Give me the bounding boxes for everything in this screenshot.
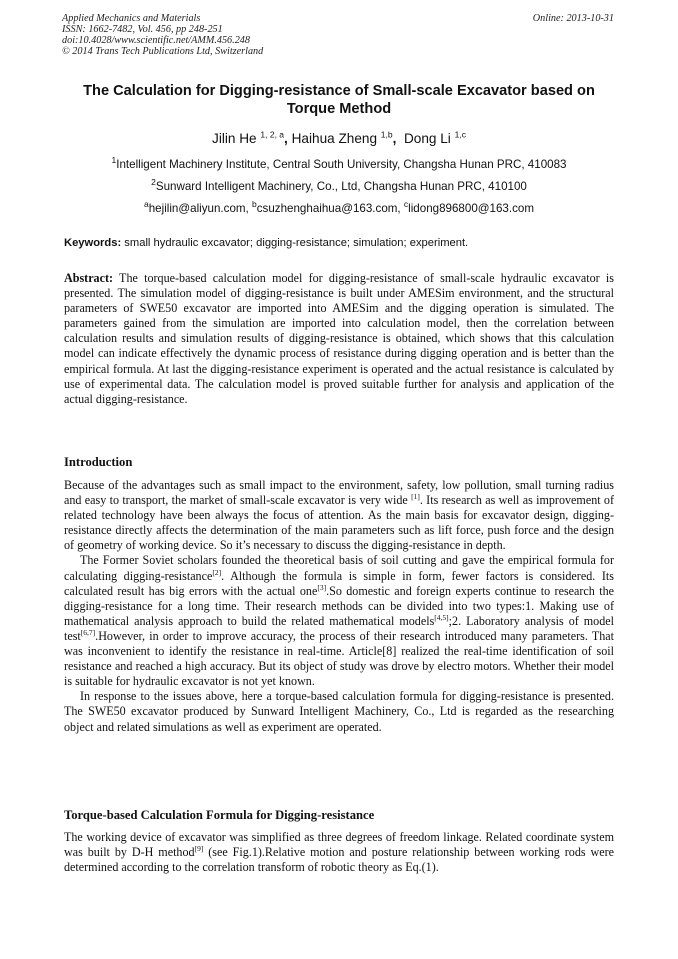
paragraph: Because of the advantages such as small impact to the environment, safety, low pollution, small turning radius and easy to transport, the market of small-scale excavator is very wide [1]. Its research as well as improvement of related technology have been always the focus of attention. As the main basis for excavator design, digging-resistance directly affects the determination of the main parameters such as lift force, push force and the design of geometry of working device. So it’s necessary to discuss the digging-resistance in depth. — [64, 478, 614, 553]
abstract-label: Abstract: — [64, 271, 114, 285]
journal-header — [62, 13, 263, 57]
citation: [1] — [411, 492, 420, 502]
affiliation-2: $^2$Sunward Intelligent Machinery, Co., Ltd, Changsha Hunan PRC, 410100 — [151, 177, 527, 193]
section-heading-torque: Torque-based Calculation Formula for Digging-resistance — [64, 808, 375, 822]
author-list: Jilin He $^{1, 2, a}$, Haihua Zheng $^{1,b}$, Dong Li $^{1,c}$ — [212, 129, 466, 146]
torque-section-body: The working device of excavator was simplified as three degrees of freedom linkage. Related coordinate system was built by D-H method[9] (see Fig.1).Relative motion and posture relationship between working rods were determined according to the correlation transform of robotic theory as Eq.(1). — [64, 830, 614, 875]
citation: [6,7] — [80, 627, 96, 637]
doi-line: doi:10.4028/www.scientific.net/AMM.456.248 — [62, 35, 250, 46]
issn-line: ISSN: 1662-7482, Vol. 456, pp 248-251 — [62, 24, 223, 35]
online-date: Online: 2013-10-31 — [532, 13, 614, 24]
section-heading-introduction: Introduction — [64, 455, 133, 469]
citation: [3] — [317, 582, 327, 592]
journal-name: Applied Mechanics and Materials — [62, 13, 201, 24]
citation: [2] — [212, 567, 222, 577]
abstract-text: The torque-based calculation model for digging-resistance of small-scale hydraulic excavator is presented. The simulation model of digging-resistance is built under AMESim environment, and the structural parameters of SWE50 excavator are imported into AMESim and the digging operation is simulated. The parameters gained from the simulation are imported into calculation model, then the correlation between calculation results and simulation results of digging-resistance is obtained, which shows that this calculation model can indicate effectively the dynamic process of resistance during digging operation and is better than the empirical formula. At last the digging-resistance experiment is operated and the actual resistance is calculated by use of experimental data. The calculation model is proved suitable further for analysis and application of the actual digging-resistance. — [64, 271, 614, 406]
author-name: Jilin He — [212, 131, 257, 146]
paper-title: The Calculation for Digging-resistance of Small-scale Excavator based on Torque Method — [83, 83, 595, 117]
author-name: Dong Li — [403, 131, 451, 146]
paragraph: In response to the issues above, here a torque-based calculation formula for digging-resistance is presented. The SWE50 excavator produced by Sunward Intelligent Machinery, Co., Ltd is regarded as the researching object and related simulations as well as experiment are operated. — [64, 689, 614, 734]
author-emails: $^a$hejilin@aliyun.com, $^b$csuzhenghaihua@163.com, $^c$lidong896800@163.com — [143, 199, 535, 215]
citation: [4,5] — [434, 612, 449, 622]
affiliation-1: $^1$Intelligent Machinery Institute, Central South University, Changsha Hunan PRC, 410083 — [111, 155, 567, 171]
copyright-line: © 2014 Trans Tech Publications Ltd, Switzerland — [62, 46, 264, 57]
email-link[interactable]: csuzhenghaihua@163.com, — [256, 202, 401, 215]
author-sup: 1, 2, a — [260, 129, 285, 140]
introduction-body — [64, 478, 614, 735]
paragraph: The Former Soviet scholars founded the theoretical basis of soil cutting and gave the empirical formula for calculating digging-resistance[2]. Although the formula is simple in form, fewer factors is considered. Its calculated result has big errors with the actual one[3].So domestic and foreign experts continue to research the digging-resistance for a long time. Their research methods can be divided into two types:1. Making use of mathematical analysis approach to build the related mathematical models[4,5];2. Laboratory analysis of model test[6,7].However, in order to improve accuracy, the process of their research introduced many parameters. That was inconvenient to identify the resistance in real-time. Article[8] realized the real-time identification of soil resistance and reached a high accuracy. But its object of study was drove by electro motors. Whether their model is suitable for hydraulic excavator is not yet known. — [64, 553, 614, 689]
keywords-text: small hydraulic excavator; digging-resistance; simulation; experiment. — [121, 237, 469, 249]
author-sup: 1,c — [454, 129, 466, 140]
citation: [9] — [194, 844, 204, 854]
email-link[interactable]: hejilin@aliyun.com, — [148, 202, 249, 215]
abstract — [64, 271, 614, 407]
keywords-label: Keywords: — [64, 237, 122, 249]
keywords — [64, 236, 616, 250]
email-link[interactable]: lidong896800@163.com — [408, 202, 535, 215]
author-name: Haihua Zheng — [291, 131, 378, 146]
author-sup: 1,b — [380, 129, 393, 140]
